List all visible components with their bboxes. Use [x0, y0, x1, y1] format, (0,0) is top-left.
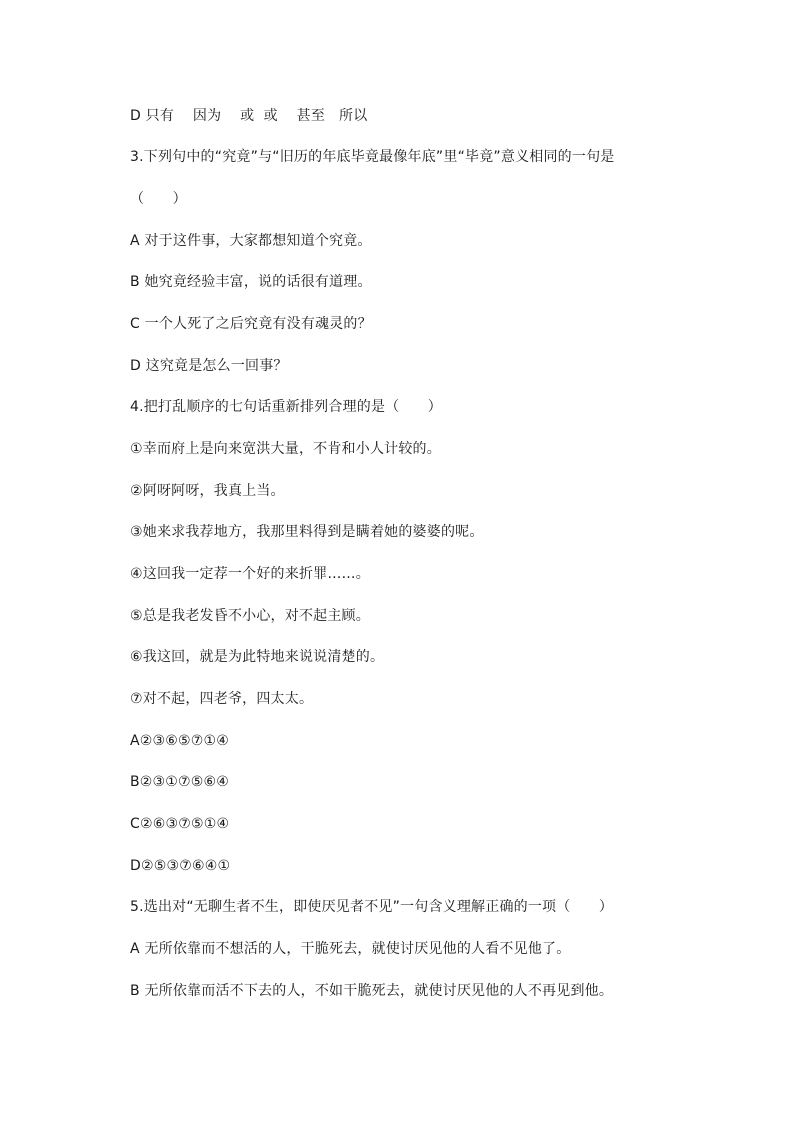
question-3-option-c: C 一个人死了之后究竟有没有魂灵的？ — [130, 316, 372, 332]
sentence-1: ①幸而府上是向来宽洪大量，不肯和小人计较的。 — [130, 441, 441, 457]
question-3-text: 3.下列句中的“究竟”与“旧历的年底毕竟最像年底”里“毕竟”意义相同的一句是 — [130, 149, 615, 165]
question-5-option-b: B 无所依靠而活不下去的人，不如干脆死去，就使讨厌见他的人不再见到他。 — [130, 983, 614, 999]
question-4-option-b: B②③①⑦⑤⑥④ — [130, 774, 230, 790]
sentence-6: ⑥我这回，就是为此特地来说说清楚的。 — [130, 649, 385, 665]
sentence-5: ⑤总是我老发昏不小心，对不起主顾。 — [130, 608, 370, 624]
sentence-4: ④这回我一定荐一个好的来折罪……。 — [130, 566, 370, 582]
question-4-option-d: D②⑤③⑦⑥④① — [130, 858, 231, 874]
question-5-option-a: A 无所依靠而不想活的人，干脆死去，就使讨厌见他的人看不见他了。 — [130, 941, 571, 957]
sentence-2: ②阿呀阿呀，我真上当。 — [130, 483, 285, 499]
option-d-line: D 只有 因为 或 或 甚至 所以 — [130, 108, 368, 124]
question-4-text: 4.把打乱顺序的七句话重新排列合理的是（ ） — [130, 399, 442, 415]
question-3-option-b: B 她究竟经验丰富，说的话很有道理。 — [130, 274, 372, 290]
question-4-option-c: C②⑥③⑦⑤①④ — [130, 816, 230, 832]
question-3-answer-blank: （ ） — [130, 191, 187, 207]
sentence-3: ③她来求我荐地方，我那里料得到是瞒着她的婆婆的呢。 — [130, 524, 484, 540]
question-4-option-a: A②③⑥⑤⑦①④ — [130, 733, 230, 749]
question-5-text: 5.选出对“无聊生者不生，即使厌见者不见”一句含义理解正确的一项（ ） — [130, 899, 614, 915]
question-3-option-a: A 对于这件事，大家都想知道个究竟。 — [130, 233, 372, 249]
question-3-option-d: D 这究竟是怎么一回事？ — [130, 358, 288, 374]
sentence-7: ⑦对不起，四老爷，四太太。 — [130, 691, 314, 707]
